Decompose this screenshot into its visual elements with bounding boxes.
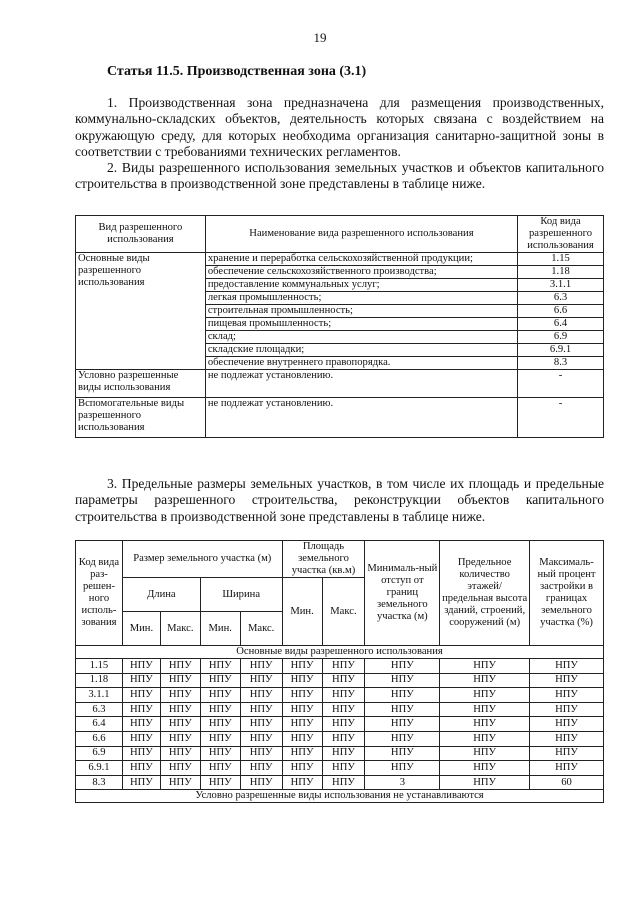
cell: НПУ xyxy=(440,673,530,688)
cell: 6.3 xyxy=(76,702,123,717)
footer-row: Условно разрешенные виды использования не устанавливаются xyxy=(76,790,604,803)
cell: НПУ xyxy=(365,731,440,746)
table-row xyxy=(76,702,604,717)
cell: НПУ xyxy=(530,731,604,746)
group-cell: Основные виды разрешенного использования xyxy=(76,253,206,370)
cell: НПУ xyxy=(440,731,530,746)
cell: НПУ xyxy=(282,731,322,746)
header-area-max: Макс. xyxy=(322,578,365,646)
cell: 6.9.1 xyxy=(76,761,123,776)
group-cell: Вспомогательные виды разрешенного использования xyxy=(76,398,206,438)
cell: НПУ xyxy=(240,702,282,717)
cell: НПУ xyxy=(282,717,322,732)
cell: НПУ xyxy=(440,659,530,674)
cell: НПУ xyxy=(365,688,440,703)
cell: НПУ xyxy=(440,688,530,703)
cell: НПУ xyxy=(200,702,240,717)
cell: НПУ xyxy=(530,761,604,776)
cell: 1.18 xyxy=(76,673,123,688)
cell: НПУ xyxy=(365,702,440,717)
cell: НПУ xyxy=(122,702,160,717)
cell: НПУ xyxy=(160,761,200,776)
use-code: 1.18 xyxy=(518,266,604,279)
cell: 6.4 xyxy=(76,717,123,732)
cell: 1.15 xyxy=(76,659,123,674)
cell: 6.6 xyxy=(76,731,123,746)
permitted-use-table xyxy=(75,215,604,438)
header-area: Площадь земельного участка (кв.м) xyxy=(282,541,365,578)
header-width-min: Мин. xyxy=(200,612,240,646)
cell: НПУ xyxy=(530,746,604,761)
cell: НПУ xyxy=(240,717,282,732)
cell: НПУ xyxy=(365,717,440,732)
header-code: Код вида раз-решен-ного исполь-зования xyxy=(76,541,123,646)
cell: НПУ xyxy=(365,746,440,761)
cell: НПУ xyxy=(240,761,282,776)
cell: НПУ xyxy=(240,659,282,674)
cell: НПУ xyxy=(282,673,322,688)
cell: НПУ xyxy=(240,673,282,688)
use-name: не подлежат установлению. xyxy=(205,370,517,398)
table-row xyxy=(76,370,604,398)
cell: НПУ xyxy=(530,702,604,717)
cell: НПУ xyxy=(322,688,365,703)
cell: НПУ xyxy=(322,746,365,761)
article-title: Статья 11.5. Производственная зона (3.1) xyxy=(107,64,367,79)
cell: НПУ xyxy=(322,717,365,732)
cell: НПУ xyxy=(322,673,365,688)
cell: НПУ xyxy=(160,717,200,732)
use-code: 3.1.1 xyxy=(518,279,604,292)
cell: НПУ xyxy=(200,746,240,761)
cell: НПУ xyxy=(200,761,240,776)
cell: НПУ xyxy=(240,775,282,790)
cell: НПУ xyxy=(365,659,440,674)
table-row xyxy=(76,688,604,703)
cell: НПУ xyxy=(122,659,160,674)
table-row xyxy=(76,659,604,674)
group-row: Основные виды разрешенного использования xyxy=(76,646,604,659)
header-area-min: Мин. xyxy=(282,578,322,646)
paragraph-3: 3. Предельные размеры земельных участков, в том числе их площадь и предельные параметры разрешенного строительства, реконструкции объектов капитального строительства в производственной зоне представлены в таблице ниже. xyxy=(75,476,604,524)
cell: НПУ xyxy=(240,688,282,703)
use-code: - xyxy=(518,370,604,398)
cell: НПУ xyxy=(160,746,200,761)
cell: НПУ xyxy=(530,673,604,688)
use-code: 1.15 xyxy=(518,253,604,266)
cell: НПУ xyxy=(200,775,240,790)
cell: 3.1.1 xyxy=(76,688,123,703)
cell: НПУ xyxy=(365,673,440,688)
header-cell: Вид разрешенного использования xyxy=(76,216,206,253)
table-row xyxy=(76,746,604,761)
use-name: не подлежат установлению. xyxy=(205,398,517,438)
cell: НПУ xyxy=(160,659,200,674)
cell: НПУ xyxy=(160,673,200,688)
cell: НПУ xyxy=(200,673,240,688)
header-width-max: Макс. xyxy=(240,612,282,646)
cell: НПУ xyxy=(122,731,160,746)
use-code: - xyxy=(518,398,604,438)
table-header-row xyxy=(76,216,604,253)
use-name: обеспечение внутреннего правопорядка. xyxy=(205,357,517,370)
use-name: предоставление коммунальных услуг; xyxy=(205,279,517,292)
cell: НПУ xyxy=(122,673,160,688)
limits-table xyxy=(75,540,604,803)
cell: НПУ xyxy=(282,775,322,790)
paragraph-2: 2. Виды разрешенного использования земельных участков и объектов капитального строительства в производственной зоне представлены в таблице ниже. xyxy=(75,160,604,192)
header-size: Размер земельного участка (м) xyxy=(122,541,282,578)
use-code: 8.3 xyxy=(518,357,604,370)
table-row xyxy=(76,761,604,776)
cell: НПУ xyxy=(440,746,530,761)
header-cell: Наименование вида разрешенного использования xyxy=(205,216,517,253)
cell: НПУ xyxy=(122,688,160,703)
cell: НПУ xyxy=(240,746,282,761)
use-name: склад; xyxy=(205,331,517,344)
cell: НПУ xyxy=(282,761,322,776)
cell: НПУ xyxy=(365,761,440,776)
cell: НПУ xyxy=(160,688,200,703)
cell: НПУ xyxy=(530,659,604,674)
use-name: складские площадки; xyxy=(205,344,517,357)
cell: НПУ xyxy=(200,688,240,703)
use-code: 6.9.1 xyxy=(518,344,604,357)
cell: НПУ xyxy=(440,702,530,717)
use-name: обеспечение сельскохозяйственного производства; xyxy=(205,266,517,279)
table-row xyxy=(76,398,604,438)
cell: НПУ xyxy=(282,746,322,761)
header-width: Ширина xyxy=(200,578,282,612)
cell: НПУ xyxy=(322,731,365,746)
use-code: 6.6 xyxy=(518,305,604,318)
cell: НПУ xyxy=(322,761,365,776)
cell: НПУ xyxy=(160,731,200,746)
cell: НПУ xyxy=(322,775,365,790)
header-setback: Минималь-ный отступ от границ земельного участка (м) xyxy=(365,541,440,646)
cell: НПУ xyxy=(282,688,322,703)
header-length: Длина xyxy=(122,578,200,612)
use-name: хранение и переработка сельскохозяйственной продукции; xyxy=(205,253,517,266)
table-row xyxy=(76,253,604,266)
cell: НПУ xyxy=(282,659,322,674)
group-cell: Условно разрешенные виды использования xyxy=(76,370,206,398)
cell: НПУ xyxy=(530,688,604,703)
cell: НПУ xyxy=(200,717,240,732)
use-name: легкая промышленность; xyxy=(205,292,517,305)
cell: НПУ xyxy=(122,746,160,761)
cell: НПУ xyxy=(440,717,530,732)
use-code: 6.3 xyxy=(518,292,604,305)
cell: НПУ xyxy=(200,659,240,674)
cell: НПУ xyxy=(122,775,160,790)
cell: 60 xyxy=(530,775,604,790)
use-name: строительная промышленность; xyxy=(205,305,517,318)
cell: НПУ xyxy=(322,659,365,674)
header-length-max: Макс. xyxy=(160,612,200,646)
cell: 8.3 xyxy=(76,775,123,790)
page-number: 19 xyxy=(313,30,327,45)
cell: НПУ xyxy=(122,717,160,732)
cell: НПУ xyxy=(122,761,160,776)
use-code: 6.4 xyxy=(518,318,604,331)
cell: НПУ xyxy=(530,717,604,732)
header-cell: Код вида разрешенного использования xyxy=(518,216,604,253)
cell: НПУ xyxy=(440,775,530,790)
cell: НПУ xyxy=(240,731,282,746)
table-row xyxy=(76,717,604,732)
table-row xyxy=(76,731,604,746)
cell: 3 xyxy=(365,775,440,790)
header-length-min: Мин. xyxy=(122,612,160,646)
cell: 6.9 xyxy=(76,746,123,761)
table-row xyxy=(76,775,604,790)
paragraph-1: 1. Производственная зона предназначена для размещения производственных, коммунально-складских объектов, деятельность которых связана с воздействием на окружающую среду, для которых необходима организация санитарно-защитной зоны в соответствии с требованиями технических регламентов. xyxy=(75,95,604,159)
use-code: 6.9 xyxy=(518,331,604,344)
header-percent: Максималь-ный процент застройки в границах земельного участка (%) xyxy=(530,541,604,646)
cell: НПУ xyxy=(322,702,365,717)
cell: НПУ xyxy=(440,761,530,776)
cell: НПУ xyxy=(200,731,240,746)
table-row xyxy=(76,673,604,688)
cell: НПУ xyxy=(160,775,200,790)
cell: НПУ xyxy=(282,702,322,717)
header-floors: Предельное количество этажей/ предельная высота зданий, строений, сооружений (м) xyxy=(440,541,530,646)
cell: НПУ xyxy=(160,702,200,717)
use-name: пищевая промышленность; xyxy=(205,318,517,331)
